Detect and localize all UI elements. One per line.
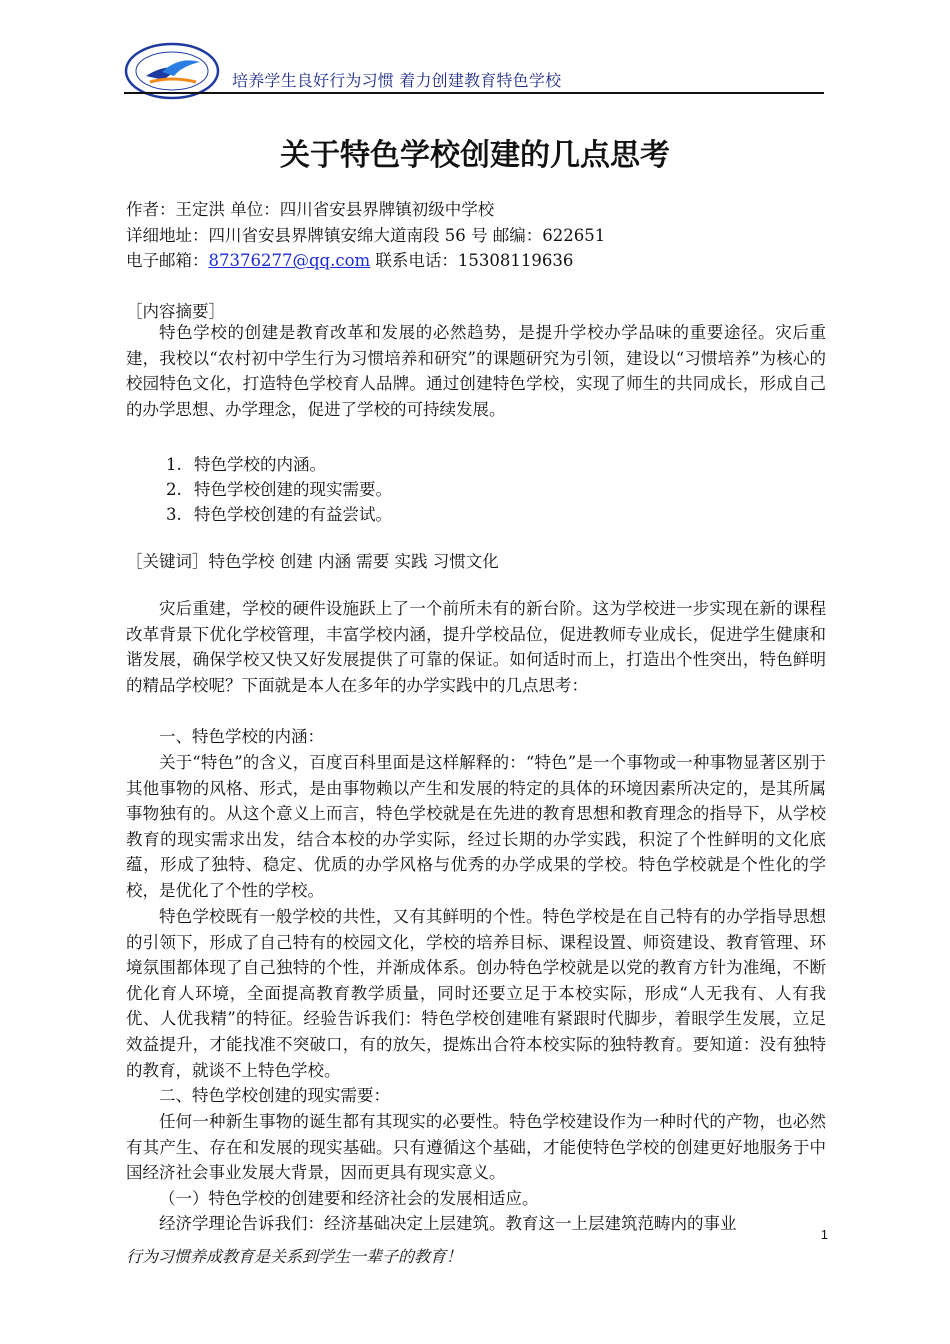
- footer-slogan: 行为习惯养成教育是关系到学生一辈子的教育！: [126, 1247, 463, 1266]
- page-number: 1: [820, 1227, 828, 1242]
- keywords-heading: ［关键词］: [126, 552, 209, 571]
- phone-text: 联系电话：15308119636: [370, 251, 574, 270]
- list-item: 3. 特色学校创建的有益尝试。: [166, 505, 392, 524]
- author-line: 作者：王定洪 单位：四川省安县界牌镇初级中学校: [126, 200, 495, 219]
- keywords-line: [126, 548, 499, 572]
- contact-line: [126, 253, 573, 270]
- list-item: 1. 特色学校的内涵。: [166, 455, 326, 474]
- section-heading-1: 一、特色学校的内涵：: [159, 727, 324, 746]
- paragraph-4: 经济学理论告诉我们：经济基础决定上层建筑。教育这一上层建筑范畴内的事业: [159, 1214, 737, 1233]
- email-link[interactable]: 87376277@qq.com: [208, 251, 371, 270]
- document-title: 关于特色学校创建的几点思考: [280, 138, 670, 173]
- header-divider: [124, 92, 824, 94]
- paragraph-1: 关于“特色”的含义，百度百科里面是这样解释的：“特色”是一个事物或一种事物显著区别于其他事物的风格、形式，是由事物赖以产生和发展的特定的具体的环境因素所决定的，是其所属事物独有的。从这个意义上而言，特色学校就是在先进的教育思想和教育理念的指导下，从学校教育的现实需求出发，结合本校的办学实际，经过长期的办学实践，积淀了个性鲜明的文化底蕴，形成了独特、稳定、优质的办学风格与优秀的办学成果的学校。特色学校就是个性化的学校，是优化了个性的学校。: [126, 753, 826, 900]
- address-line: 详细地址：四川省安县界牌镇安绵大道南段 56 号 邮编：622651: [126, 226, 606, 245]
- intro-paragraph: 灾后重建，学校的硬件设施跃上了一个前所未有的新台阶。这为学校进一步实现在新的课程改革背景下优化学校管理，丰富学校内涵，提升学校品位，促进教师专业成长，促进学生健康和谐发展，确保学校又快又好发展提供了可靠的保证。如何适时而上，打造出个性突出，特色鲜明的精品学校呢？下面就是本人在多年的办学实践中的几点思考：: [126, 599, 826, 695]
- abstract-text: 特色学校的创建是教育改革和发展的必然趋势，是提升学校办学品味的重要途径。灾后重建，我校以“农村初中学生行为习惯培养和研究”的课题研究为引领，建设以“习惯培养”为核心的校园特色文化，打造特色学校育人品牌。通过创建特色学校，实现了师生的共同成长，形成自己的办学思想、办学理念，促进了学校的可持续发展。: [126, 323, 826, 419]
- subsection-heading-1: （一）特色学校的创建要和经济社会的发展相适应。: [159, 1189, 539, 1208]
- email-label: 电子邮箱：: [126, 251, 209, 270]
- abstract-heading: ［内容摘要］: [126, 302, 225, 321]
- paragraph-3: 任何一种新生事物的诞生都有其现实的必要性。特色学校建设作为一种时代的产物，也必然有其产生、存在和发展的现实基础。只有遵循这个基础，才能使特色学校的创建更好地服务于中国经济社会事业发展大背景，因而更具有现实意义。: [126, 1112, 826, 1183]
- paragraph-2: 特色学校既有一般学校的共性，又有其鲜明的个性。特色学校是在自己特有的办学指导思想的引领下，形成了自己特有的校园文化，学校的培养目标、课程设置、师资建设、教育管理、环境氛围都体现了自己独特的个性，并渐成体系。创办特色学校就是以党的教育方针为准绳，不断优化育人环境，全面提高教育教学质量，同时还要立足于本校实际，形成“人无我有、人有我优、人优我精”的特征。经验告诉我们：特色学校创建唯有紧跟时代脚步，着眼学生发展，立足效益提升，才能找准不突破口，有的放矢，提炼出合符本校实际的独特教育。要知道：没有独特的教育，就谈不上特色学校。: [126, 907, 826, 1080]
- list-item: 2. 特色学校创建的现实需要。: [166, 480, 392, 499]
- header-slogan: 培养学生良好行为习惯 着力创建教育特色学校: [232, 71, 562, 90]
- keywords-text: 特色学校 创建 内涵 需要 实践 习惯文化: [208, 552, 499, 571]
- section-heading-2: 二、特色学校创建的现实需要：: [159, 1086, 390, 1105]
